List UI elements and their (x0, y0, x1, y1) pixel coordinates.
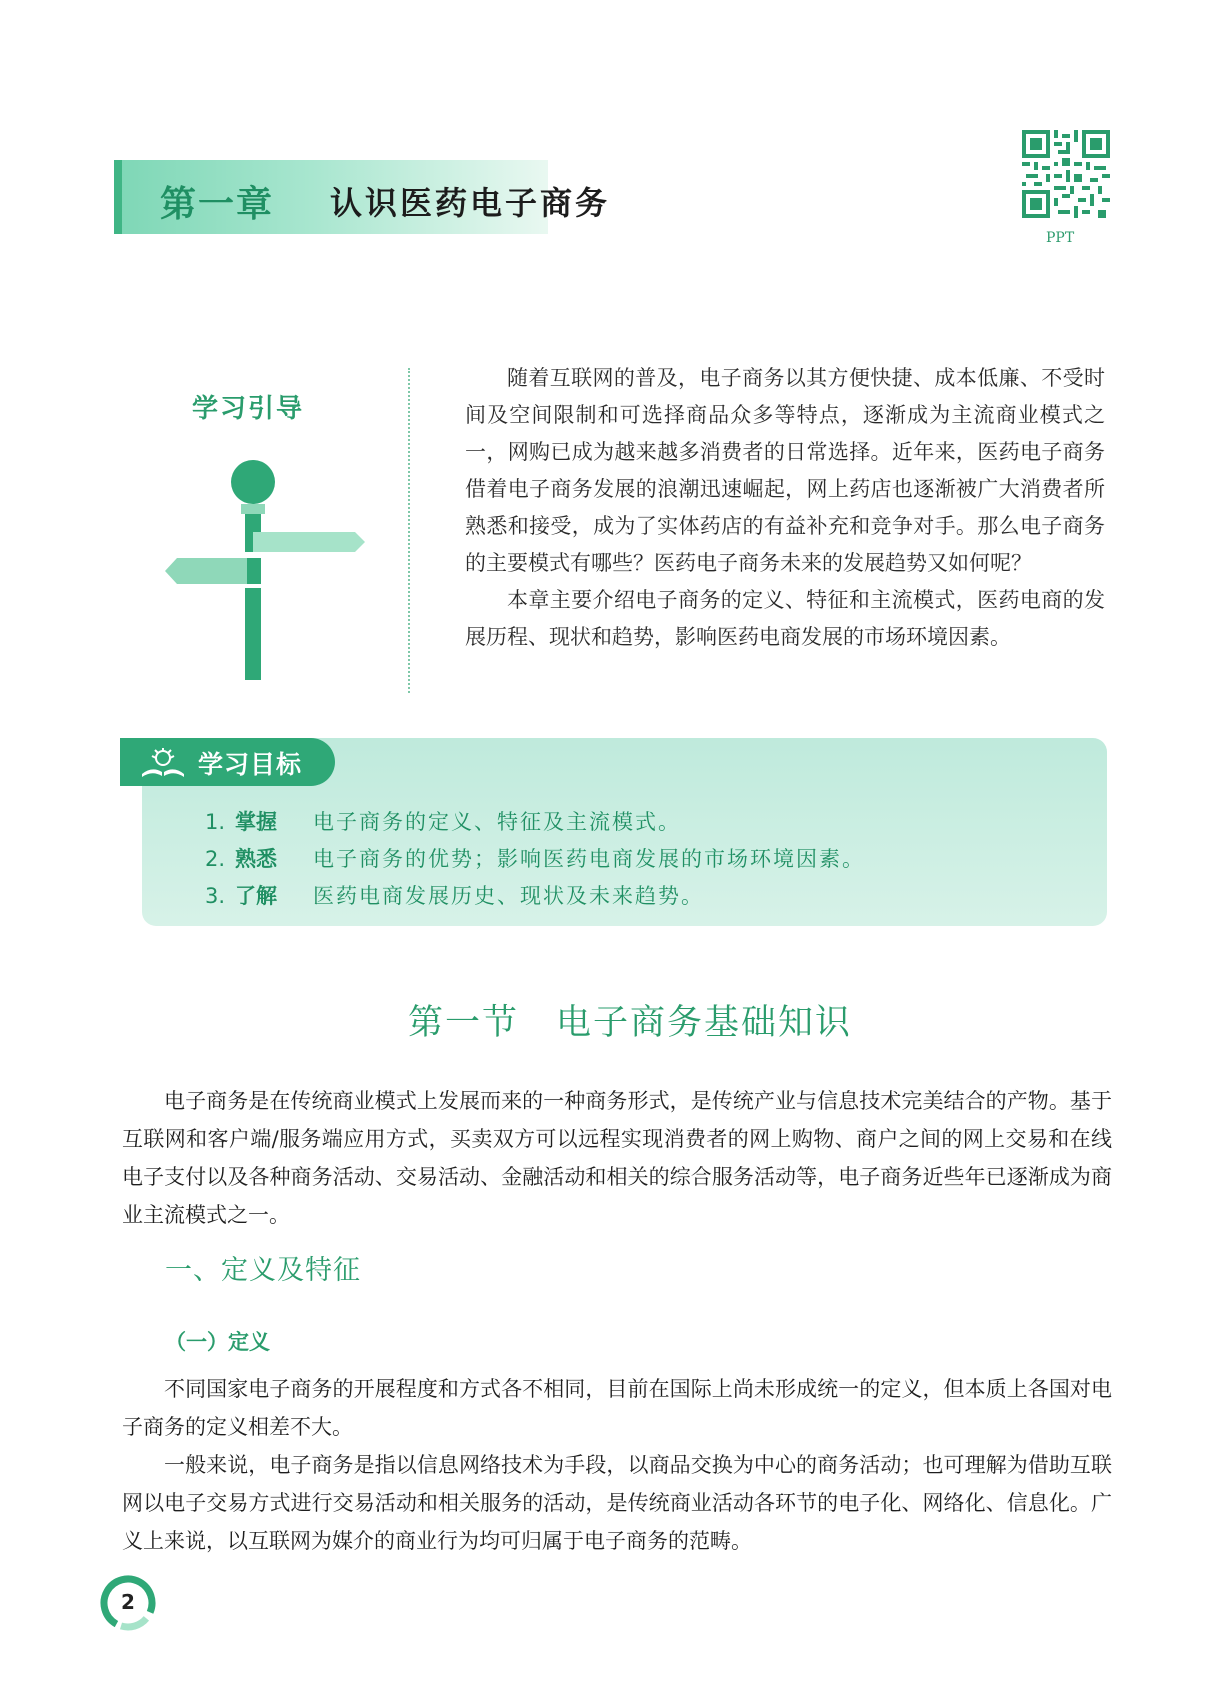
objectives-title: 学习目标 (198, 750, 303, 779)
objective-desc: 电子商务的定义、特征及主流模式。 (313, 810, 681, 834)
objective-verb: 熟悉 (235, 847, 277, 871)
chapter-title: 认识医药电子商务 (330, 184, 611, 222)
intro-paragraph: 电子商务是在传统商业模式上发展而来的一种商务形式，是传统产业与信息技术完美结合的产物。基于互联网和客户端/服务端应用方式，买卖双方可以远程实现消费者的网上购物、商户之间的网上交易和在线电子支付以及各种商务活动、交易活动、金融活动和相关的综合服务活动等，电子商务近些年已逐渐成为商业主流模式之一。 (122, 1089, 1112, 1227)
objective-verb: 了解 (235, 884, 277, 908)
section-title: 第一节 电子商务基础知识 (408, 1003, 853, 1043)
study-guide-text (465, 360, 1105, 656)
objective-item (205, 843, 865, 873)
objective-desc: 医药电商发展历史、现状及未来趋势。 (313, 884, 704, 908)
study-guide-heading: 学习引导 (192, 394, 305, 424)
definition-paragraph: 一般来说，电子商务是指以信息网络技术为手段，以商品交换为中心的商务活动；也可理解为借助互联网以电子交易方式进行交易活动和相关服务的活动，是传统商业活动各环节的电子化、网络化、信息化。广义上来说，以互联网为媒介的商业行为均可归属于电子商务的范畴。 (122, 1453, 1112, 1553)
qr-label: PPT (1046, 230, 1075, 246)
sub-subsection-title: （一）定义 (165, 1329, 270, 1354)
chapter-header-edge (114, 160, 122, 234)
guide-paragraph: 本章主要介绍电子商务的定义、特征和主流模式，医药电商的发展历程、现状和趋势，影响医药电商发展的市场环境因素。 (465, 588, 1105, 649)
intro-text (122, 1082, 1112, 1234)
qr-code-icon[interactable] (1022, 130, 1110, 218)
signpost-icon (165, 460, 365, 680)
definition-text (122, 1370, 1112, 1560)
guide-divider (408, 368, 410, 693)
definition-paragraph: 不同国家电子商务的开展程度和方式各不相同，目前在国际上尚未形成统一的定义，但本质上各国对电子商务的定义相差不大。 (122, 1377, 1112, 1439)
subsection-title: 一、定义及特征 (165, 1255, 361, 1286)
objective-verb: 掌握 (235, 810, 277, 834)
objective-item (205, 880, 704, 910)
objective-number: 3. (205, 884, 226, 908)
objective-desc: 电子商务的优势；影响医药电商发展的市场环境因素。 (313, 847, 865, 871)
guide-paragraph: 随着互联网的普及，电子商务以其方便快捷、成本低廉、不受时间及空间限制和可选择商品众多等特点，逐渐成为主流商业模式之一，网购已成为越来越多消费者的日常选择。近年来，医药电子商务借着电子商务发展的浪潮迅速崛起，网上药店也逐渐被广大消费者所熟悉和接受，成为了实体药店的有益补充和竞争对手。那么电子商务的主要模式有哪些？医药电子商务未来的发展趋势又如何呢？ (465, 366, 1105, 575)
objective-number: 1. (205, 810, 226, 834)
page-number: 2 (121, 1590, 135, 1614)
open-book-icon (140, 748, 186, 778)
objective-number: 2. (205, 847, 226, 871)
chapter-number: 第一章 (160, 183, 275, 225)
objective-item (205, 806, 681, 836)
